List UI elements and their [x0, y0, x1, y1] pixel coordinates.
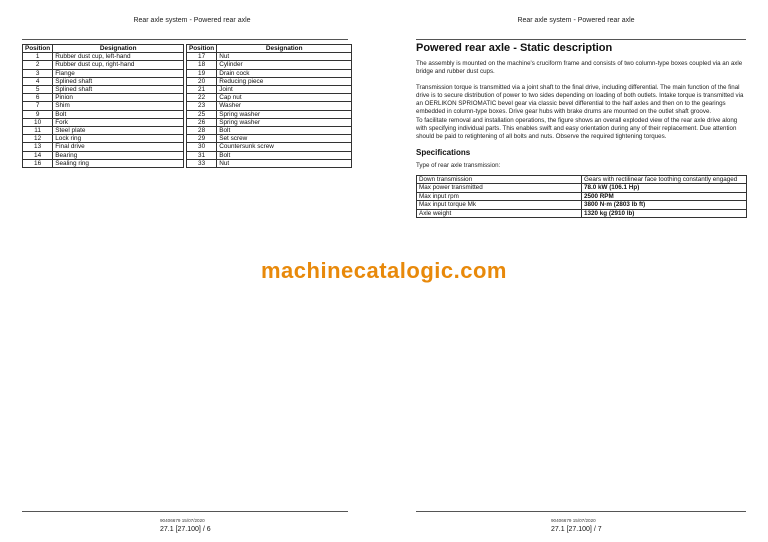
position-cell: 10	[23, 118, 53, 126]
designation-cell: Drain cock	[217, 69, 352, 77]
designation-cell: Set screw	[217, 135, 352, 143]
position-cell: 6	[23, 94, 53, 102]
specs-intro: Type of rear axle transmission:	[416, 162, 501, 169]
position-cell: 9	[23, 110, 53, 118]
col-header-designation: Designation	[53, 45, 184, 53]
table-row	[23, 86, 184, 94]
table-row	[23, 127, 184, 135]
designation-cell: Flange	[53, 69, 184, 77]
table-row	[417, 184, 747, 192]
position-cell: 4	[23, 77, 53, 85]
position-cell: 26	[187, 118, 217, 126]
designation-cell: Bolt	[217, 127, 352, 135]
position-cell: 13	[23, 143, 53, 151]
page-title: Powered rear axle - Static description	[416, 42, 613, 54]
table-row	[187, 94, 352, 102]
table-row	[23, 61, 184, 69]
table-row	[187, 135, 352, 143]
table-row	[417, 209, 747, 217]
table-row	[187, 118, 352, 126]
table-row	[187, 61, 352, 69]
designation-cell: Nut	[217, 159, 352, 167]
running-header-right: Rear axle system - Powered rear axle	[517, 17, 635, 24]
table-row	[23, 159, 184, 167]
footer-rule-right	[416, 511, 746, 512]
parts-table-left-body	[23, 53, 184, 168]
table-row	[187, 53, 352, 61]
designation-cell: Pinion	[53, 94, 184, 102]
col-header-position: Position	[23, 45, 53, 53]
designation-cell: Bolt	[53, 110, 184, 118]
spec-value: Gears with rectilinear face toothing constantly engaged	[582, 176, 747, 184]
designation-cell: Sealing ring	[53, 159, 184, 167]
specs-heading: Specifications	[416, 148, 471, 157]
table-row	[23, 143, 184, 151]
table-row	[187, 159, 352, 167]
table-row	[187, 127, 352, 135]
position-cell: 20	[187, 77, 217, 85]
position-cell: 22	[187, 94, 217, 102]
specs-table-body	[417, 176, 747, 218]
table-row	[187, 77, 352, 85]
table-row	[187, 69, 352, 77]
position-cell: 1	[23, 53, 53, 61]
footer-doc-left: 90406679 15/07/2020	[160, 518, 205, 523]
watermark-text: machinecatalogic.com	[261, 258, 507, 283]
table-row	[23, 69, 184, 77]
specs-table	[416, 175, 747, 218]
designation-cell: Bearing	[53, 151, 184, 159]
header-rule-right	[416, 39, 746, 40]
position-cell: 3	[23, 69, 53, 77]
designation-cell: Cylinder	[217, 61, 352, 69]
designation-cell: Rubber dust cup, right-hand	[53, 61, 184, 69]
spec-label: Max input torque Mk	[417, 201, 582, 209]
parts-table-right	[186, 44, 352, 168]
table-row	[187, 151, 352, 159]
col-header-designation: Designation	[217, 45, 352, 53]
spec-value: 2500 RPM	[582, 192, 747, 200]
parts-table-right-body	[187, 53, 352, 168]
spec-label: Max power transmitted	[417, 184, 582, 192]
table-row	[23, 135, 184, 143]
footer-doc-right: 90406679 15/07/2020	[551, 518, 596, 523]
position-cell: 31	[187, 151, 217, 159]
designation-cell: Splined shaft	[53, 77, 184, 85]
position-cell: 18	[187, 61, 217, 69]
table-row	[187, 110, 352, 118]
footer-page-left: 27.1 [27.100] / 6	[160, 526, 211, 533]
designation-cell: Bolt	[217, 151, 352, 159]
table-row	[187, 86, 352, 94]
col-header-position: Position	[187, 45, 217, 53]
position-cell: 17	[187, 53, 217, 61]
table-row	[417, 192, 747, 200]
running-header-left: Rear axle system - Powered rear axle	[133, 17, 251, 24]
designation-cell: Spring washer	[217, 118, 352, 126]
designation-cell: Nut	[217, 53, 352, 61]
spec-label: Max input rpm	[417, 192, 582, 200]
footer-page-right: 27.1 [27.100] / 7	[551, 526, 602, 533]
position-cell: 25	[187, 110, 217, 118]
table-row	[23, 151, 184, 159]
table-row	[23, 94, 184, 102]
designation-cell: Countersunk screw	[217, 143, 352, 151]
table-row	[417, 201, 747, 209]
spec-value: 1320 kg (2910 lb)	[582, 209, 747, 217]
table-row	[187, 102, 352, 110]
position-cell: 7	[23, 102, 53, 110]
paragraph-3: To facilitate removal and installation operations, the figure shows an overall exploded view of the rear axle drive along with specifying individual parts. This enables swift and easy orientation during any of their replacement. Due attention should be paid to retightening of all bolts and nuts. Observe the required tightening torques.	[416, 117, 738, 140]
table-row	[23, 53, 184, 61]
designation-cell: Steel plate	[53, 127, 184, 135]
position-cell: 5	[23, 86, 53, 94]
footer-rule-left	[22, 511, 348, 512]
position-cell: 28	[187, 127, 217, 135]
designation-cell: Lock ring	[53, 135, 184, 143]
parts-table-left	[22, 44, 184, 168]
position-cell: 23	[187, 102, 217, 110]
table-row	[23, 77, 184, 85]
spec-label: Down transmission	[417, 176, 582, 184]
table-row	[23, 110, 184, 118]
position-cell: 2	[23, 61, 53, 69]
table-row	[417, 176, 747, 184]
spec-value: 3800 N·m (2803 lb ft)	[582, 201, 747, 209]
position-cell: 29	[187, 135, 217, 143]
table-row	[187, 143, 352, 151]
designation-cell: Spring washer	[217, 110, 352, 118]
position-cell: 30	[187, 143, 217, 151]
position-cell: 16	[23, 159, 53, 167]
designation-cell: Fork	[53, 118, 184, 126]
designation-cell: Washer	[217, 102, 352, 110]
position-cell: 12	[23, 135, 53, 143]
position-cell: 19	[187, 69, 217, 77]
position-cell: 11	[23, 127, 53, 135]
table-row	[23, 102, 184, 110]
paragraph-2: Transmission torque is transmitted via a joint shaft to the final drive, including differential. The main function of the final drive is to secure distribution of power to two sides depending on loading of both outlets. Intake torque is transmitted via an OERLIKON SPRIOMATIC bevel gear via classic bevel differential to the half axles and then on to the gearings embedded in column-type boxes. Drive gear hubs with brake drums are mounted on the outlet shaft groove.	[416, 84, 744, 115]
spec-label: Axle weight	[417, 209, 582, 217]
designation-cell: Reducing piece	[217, 77, 352, 85]
designation-cell: Final drive	[53, 143, 184, 151]
designation-cell: Splined shaft	[53, 86, 184, 94]
position-cell: 21	[187, 86, 217, 94]
designation-cell: Cap nut	[217, 94, 352, 102]
designation-cell: Rubber dust cup, left-hand	[53, 53, 184, 61]
designation-cell: Joint	[217, 86, 352, 94]
position-cell: 14	[23, 151, 53, 159]
table-row	[23, 118, 184, 126]
header-rule-left	[22, 39, 348, 40]
spec-value: 78.0 kW (106.1 Hp)	[582, 184, 747, 192]
designation-cell: Shim	[53, 102, 184, 110]
position-cell: 33	[187, 159, 217, 167]
paragraph-1: The assembly is mounted on the machine's cruciform frame and consists of two column-type boxes coupled via an axle bridge and rubber dust cups.	[416, 60, 743, 75]
